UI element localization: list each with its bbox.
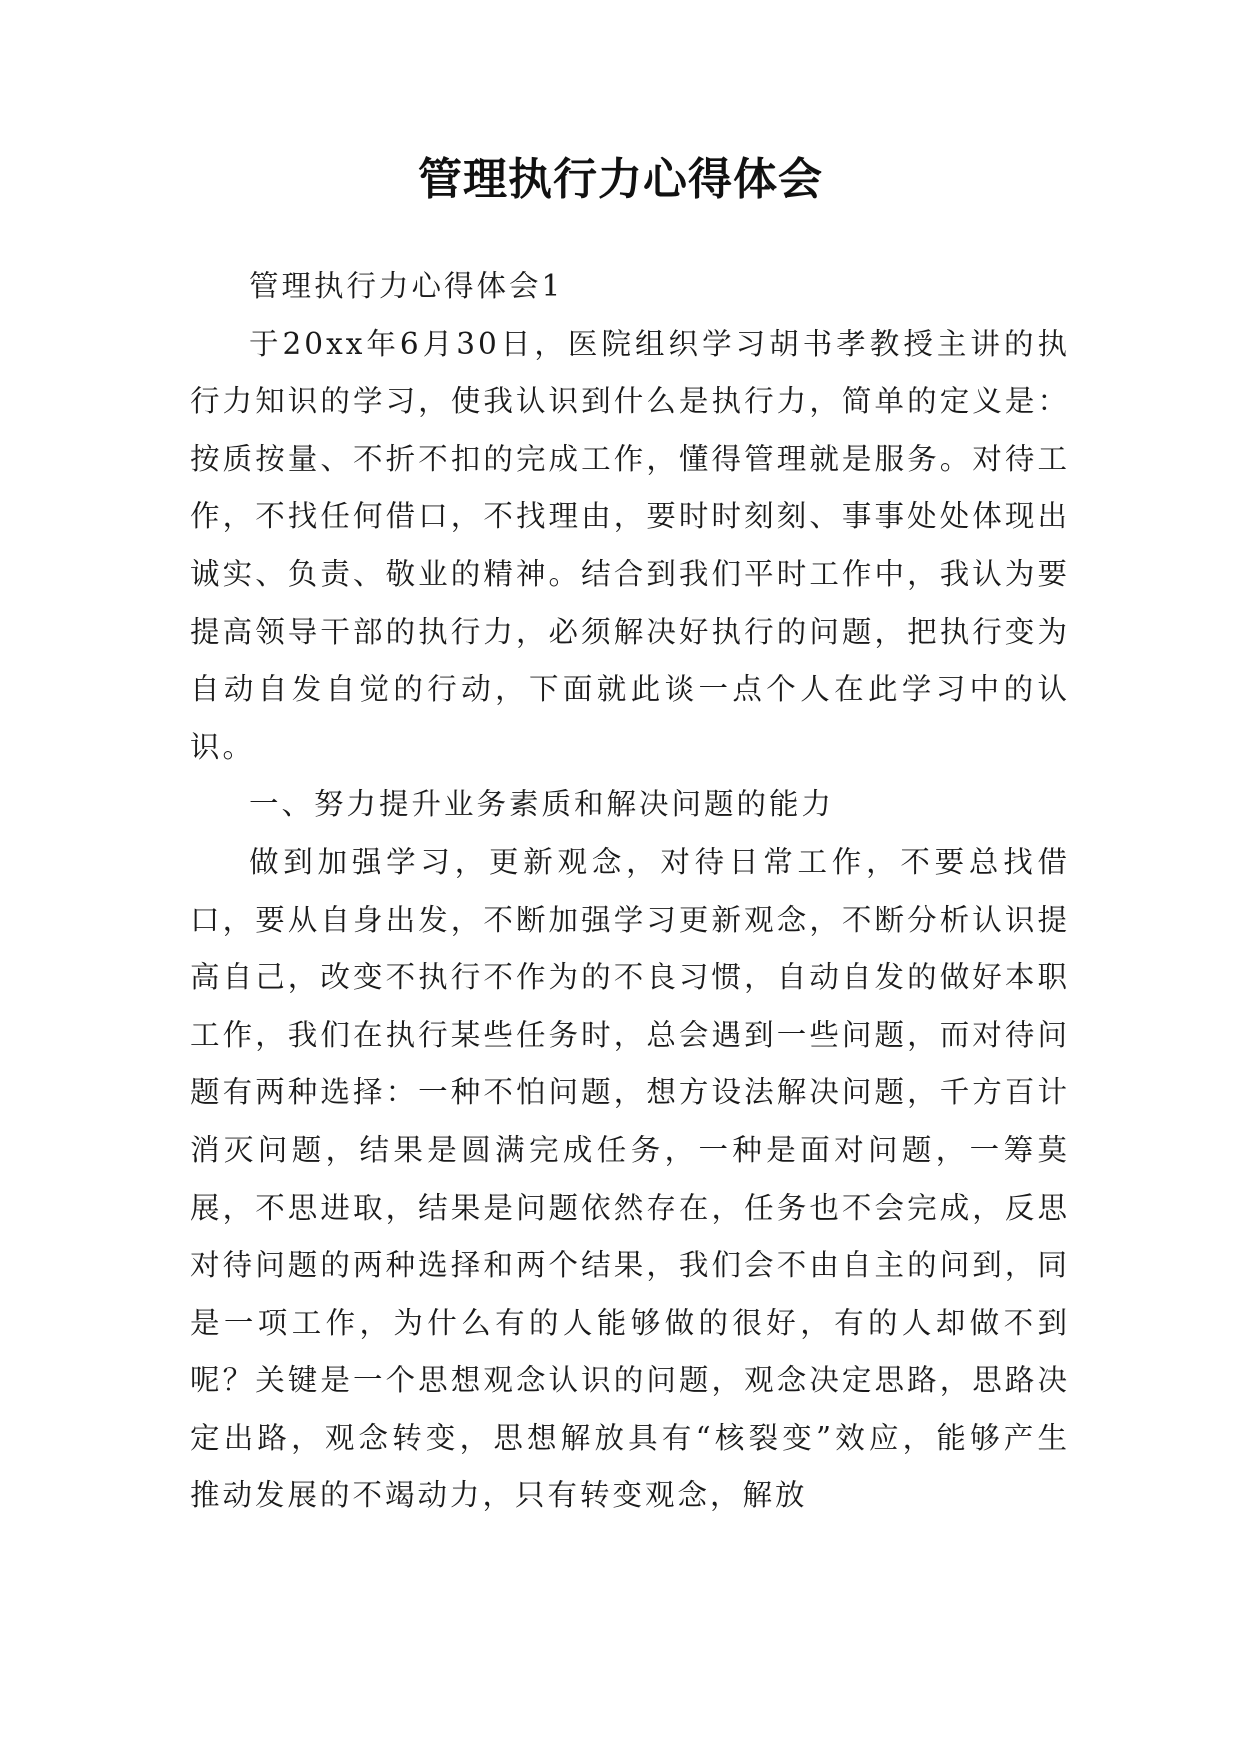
subsection-heading: 一、努力提升业务素质和解决问题的能力 xyxy=(249,787,835,822)
paragraph: 于20xx年6月30日，医院组织学习胡书孝教授主讲的执行力知识的学习，使我认识到什么是执行力，简单的定义是：按质按量、不折不扣的完成工作，懂得管理就是服务。对待工作，不找任何借口，不找理由，要时时刻刻、事事处处体现出诚实、负责、敬业的精神。结合到我们平时工作中，我认为要提高领导干部的执行力，必须解决好执行的问题，把执行变为自动自发自觉的行动，下面就此谈一点个人在此学习中的认识。 xyxy=(190,326,1070,764)
document-title: 管理执行力心得体会 xyxy=(418,154,823,205)
document-body xyxy=(190,258,1070,1525)
section-heading: 管理执行力心得体会1 xyxy=(249,269,564,303)
paragraph: 做到加强学习，更新观念，对待日常工作，不要总找借口，要从自身出发，不断加强学习更新观念，不断分析认识提高自己，改变不执行不作为的不良习惯，自动自发的做好本职工作，我们在执行某些任务时，总会遇到一些问题，而对待问题有两种选择：一种不怕问题，想方设法解决问题，千方百计消灭问题，结果是圆满完成任务，一种是面对问题，一筹莫展，不思进取，结果是问题依然存在，任务也不会完成，反思对待问题的两种选择和两个结果，我们会不由自主的问到，同是一项工作，为什么有的人能够做的很好，有的人却做不到呢？关键是一个思想观念认识的问题，观念决定思路，思路决定出路，观念转变，思想解放具有“核裂变”效应，能够产生推动发展的不竭动力，只有转变观念，解放 xyxy=(190,844,1070,1513)
